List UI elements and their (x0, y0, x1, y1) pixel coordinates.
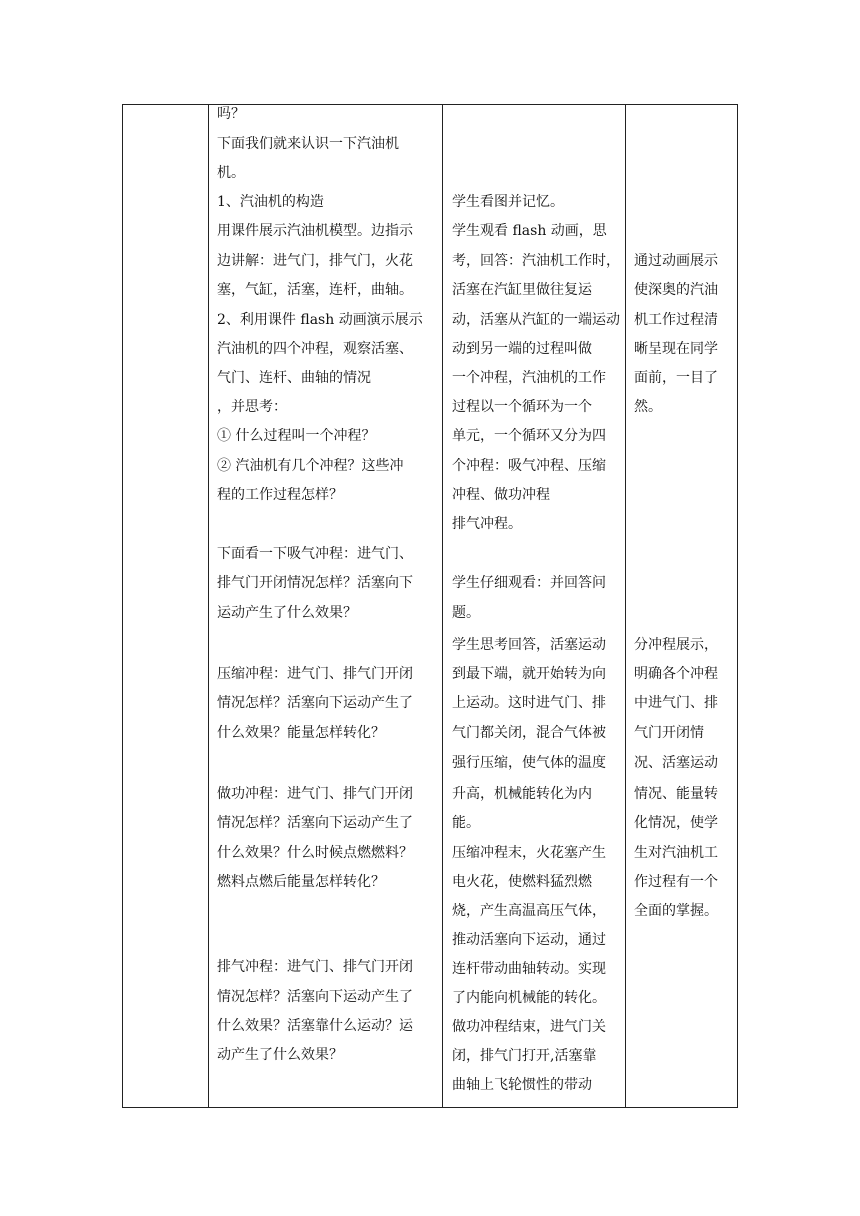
text-line: 全面的掌握。 (634, 903, 718, 919)
text-line: 况、活塞运动 (634, 755, 718, 771)
text-line: 动，活塞从汽缸的一端运动 (452, 312, 620, 328)
text-line: 2、利用课件 flash 动画演示展示 (217, 312, 423, 328)
text-line: 排气门开闭情况怎样？活塞向下 (217, 575, 413, 591)
text-line: 明确各个冲程 (634, 666, 718, 682)
text-line: 冲程、做功冲程 (452, 487, 550, 503)
text-line: 推动活塞向下运动，通过 (452, 932, 606, 948)
text-line: 电火花，使燃料猛烈燃 (452, 874, 592, 890)
text-line: 通过动画展示 (634, 253, 718, 269)
text-line: 使深奥的汽油 (634, 282, 718, 298)
text-line: 学生观看 flash 动画，思 (452, 223, 607, 239)
text-line: 动产生了什么效果？ (217, 1047, 343, 1063)
text-line: 面前，一目了 (634, 370, 718, 386)
text-line: 机。 (217, 165, 245, 181)
text-line: 情况怎样？活塞向下运动产生了 (217, 989, 413, 1005)
text-line: 排气冲程。 (452, 516, 522, 532)
text-line: 题。 (452, 605, 480, 621)
text-line: 排气冲程：进气门、排气门开闭 (217, 959, 413, 975)
text-line: ，并思考： (217, 399, 287, 415)
text-line: 做功冲程：进气门、排气门开闭 (217, 786, 413, 802)
text-line: 什么效果？什么时候点燃燃料？ (217, 845, 413, 861)
text-line: 能。 (452, 815, 480, 831)
text-line: 强行压缩，使气体的温度 (452, 755, 606, 771)
text-line: 情况怎样？活塞向下运动产生了 (217, 695, 413, 711)
text-line: 动到另一端的过程叫做 (452, 341, 592, 357)
text-line: 连杆带动曲轴转动。实现 (452, 961, 606, 977)
text-line: 学生思考回答，活塞运动 (452, 637, 606, 653)
text-line: 闭，排气门打开,活塞靠 (452, 1048, 597, 1064)
text-line: 做功冲程结束，进气门关 (452, 1019, 606, 1035)
text-line: 什么效果？能量怎样转化？ (217, 725, 385, 741)
text-line: 曲轴上飞轮惯性的带动 (452, 1077, 592, 1093)
text-line: 到最下端，就开始转为向 (452, 666, 606, 682)
column-1-cell (123, 105, 208, 1107)
teacher-activity-cell (217, 105, 439, 1107)
text-line: 一个冲程，汽油机的工作 (452, 370, 606, 386)
text-line: 中进气门、排 (634, 695, 718, 711)
text-line: 了内能向机械能的转化。 (452, 990, 606, 1006)
text-line: 化情况，使学 (634, 815, 718, 831)
text-line: 压缩冲程末，火花塞产生 (452, 845, 606, 861)
text-line: ① 什么过程叫一个冲程？ (217, 428, 376, 444)
text-line: 升高，机械能转化为内 (452, 786, 592, 802)
design-intent-cell (634, 105, 736, 1107)
text-line: 过程以一个循环为一个 (452, 399, 592, 415)
column-divider (208, 105, 209, 1107)
text-line: 分冲程展示， (634, 637, 718, 653)
text-line: 然。 (634, 399, 662, 415)
text-line: 汽油机的四个冲程，观察活塞、 (217, 341, 413, 357)
text-line: 气门、连杆、曲轴的情况 (217, 370, 371, 386)
text-line: 晰呈现在同学 (634, 341, 718, 357)
text-line: 运动产生了什么效果？ (217, 605, 357, 621)
text-line: ② 汽油机有几个冲程？这些冲 (217, 458, 404, 474)
text-line: 气门都关闭，混合气体被 (452, 725, 606, 741)
column-divider (442, 105, 443, 1107)
text-line: 考，回答：汽油机工作时， (452, 253, 620, 269)
text-line: 下面我们就来认识一下汽油机 (217, 136, 399, 152)
text-line: 1、汽油机的构造 (217, 194, 324, 210)
text-line: 下面看一下吸气冲程：进气门、 (217, 546, 413, 562)
text-line: 学生看图并记忆。 (452, 194, 564, 210)
text-line: 用课件展示汽油机模型。边指示 (217, 223, 413, 239)
text-line: 生对汽油机工 (634, 845, 718, 861)
text-line: 程的工作过程怎样？ (217, 487, 343, 503)
text-line: 什么效果？活塞靠什么运动？运 (217, 1018, 413, 1034)
text-line: 烧，产生高温高压气体， (452, 903, 606, 919)
text-line: 燃料点燃后能量怎样转化？ (217, 874, 385, 890)
text-line: 吗？ (217, 106, 245, 122)
lesson-table (122, 104, 738, 1108)
text-line: 机工作过程清 (634, 312, 718, 328)
text-line: 压缩冲程：进气门、排气门开闭 (217, 666, 413, 682)
text-line: 情况怎样？活塞向下运动产生了 (217, 815, 413, 831)
text-line: 气门开闭情 (634, 725, 704, 741)
text-line: 情况、能量转 (634, 786, 718, 802)
text-line: 塞，气缸，活塞，连杆，曲轴。 (217, 282, 413, 298)
text-line: 活塞在汽缸里做往复运 (452, 282, 592, 298)
column-divider (625, 105, 626, 1107)
student-activity-cell (452, 105, 622, 1107)
text-line: 上运动。这时进气门、排 (452, 695, 606, 711)
text-line: 学生仔细观看：并回答问 (452, 575, 606, 591)
text-line: 边讲解：进气门，排气门，火花 (217, 253, 413, 269)
text-line: 单元，一个循环又分为四 (452, 428, 606, 444)
text-line: 个冲程：吸气冲程、压缩 (452, 458, 606, 474)
text-line: 作过程有一个 (634, 874, 718, 890)
